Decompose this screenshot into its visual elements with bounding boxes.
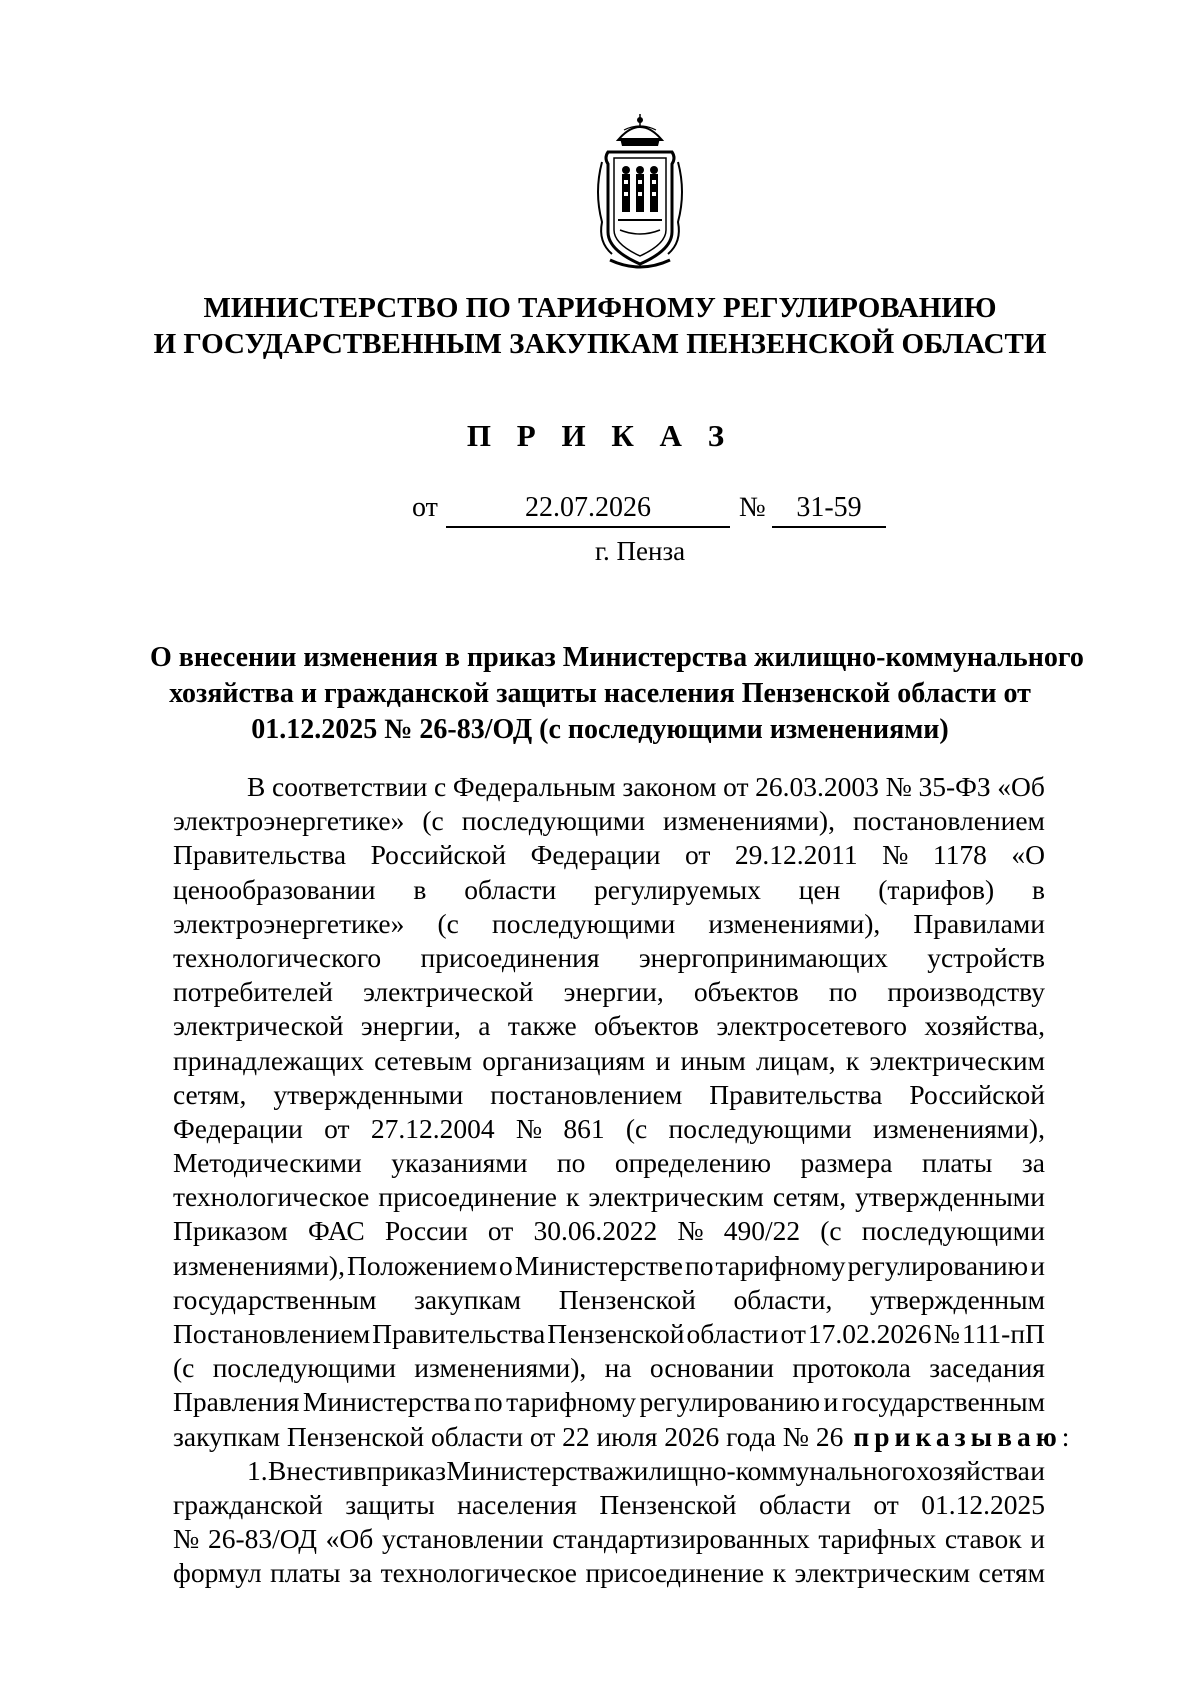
word: Правления (173, 1386, 300, 1418)
word: 1178 (932, 839, 987, 871)
word: Методическими (173, 1147, 362, 1179)
word: Министерства (302, 1386, 471, 1418)
word: закупкам (414, 1283, 522, 1315)
word: регулированию (639, 1386, 820, 1418)
word: 17.02.2026 (807, 1318, 932, 1349)
body-line (173, 1044, 1045, 1078)
word: от (324, 1112, 350, 1144)
word: о (499, 1249, 513, 1281)
word: государственным (173, 1283, 377, 1315)
word: (с (422, 805, 444, 837)
word: области (464, 873, 557, 905)
word: электроэнергетике» (173, 805, 405, 837)
word: к (845, 1044, 860, 1076)
word: 30.06.2022 (533, 1215, 658, 1247)
body-text: закупкам Пензенской области от 22 июля 2026 года № 26 (173, 1420, 844, 1452)
body-line (173, 1180, 1045, 1214)
body-line (173, 770, 1045, 804)
body-line (173, 975, 1045, 1009)
word: электрическим (869, 1044, 1045, 1076)
word: изменениями), (414, 1352, 587, 1384)
word: цен (798, 873, 841, 905)
order-number: 31-59 (772, 492, 886, 528)
word: регулированию (847, 1249, 1029, 1281)
body-line (173, 1488, 1045, 1522)
word: за (349, 1557, 373, 1589)
word: Федерации (173, 1112, 303, 1144)
order-title: П Р И К А З (466, 418, 734, 453)
word: Пензенской (599, 1488, 737, 1520)
subject-line: 01.12.2025 № 26-83/ОД (с последующими изменениями) (251, 714, 949, 745)
word: с (434, 771, 447, 802)
word: в (353, 1454, 367, 1486)
order-subject (150, 640, 1084, 748)
subject-line: хозяйства и гражданской защиты населения Пензенской области от (169, 678, 1031, 709)
word: (с (437, 907, 459, 939)
word: России (384, 1215, 468, 1247)
word: в (1032, 873, 1045, 905)
word: сетям, (772, 1181, 847, 1213)
word: производству (887, 976, 1045, 1008)
word: в (413, 873, 427, 905)
word: и (823, 1386, 839, 1418)
word: платы (921, 1147, 993, 1179)
word: и (1030, 1249, 1045, 1281)
word: области (686, 1318, 779, 1349)
word: от (723, 771, 749, 802)
word: от (684, 839, 711, 871)
word: присоединение (585, 1557, 765, 1589)
body-line (173, 873, 1045, 907)
word: устройств (927, 941, 1045, 973)
word: № (173, 1523, 200, 1555)
word: утвержденными (855, 1181, 1045, 1213)
word: Российской (370, 839, 507, 871)
word: «О (1011, 839, 1045, 871)
word: от (873, 1488, 899, 1520)
subject-line: О внесении изменения в приказ Министерства жилищно-коммунального (150, 642, 1084, 673)
word: жилищно-коммунального (614, 1454, 916, 1486)
body-line (173, 1249, 1045, 1283)
word: гражданской (173, 1488, 323, 1520)
word: Приказом (173, 1215, 288, 1247)
word: Федерации (530, 839, 661, 871)
word: постановлением (852, 805, 1045, 837)
word: энергии, (563, 976, 664, 1008)
word: указаниями (391, 1147, 528, 1179)
word: Министерства (446, 1454, 615, 1486)
word: области (758, 1488, 851, 1520)
word: электрической (173, 1010, 344, 1042)
word: постановлением (490, 1078, 683, 1110)
word: тарифному (506, 1386, 637, 1418)
ministry-name-line1: МИНИСТЕРСТВО ПО ТАРИФНОМУ РЕГУЛИРОВАНИЮ (203, 292, 997, 324)
word: № (933, 1318, 960, 1349)
word: утвержденными (273, 1078, 464, 1110)
word: размера (800, 1147, 893, 1179)
body-line (173, 1556, 1045, 1590)
word: иным (680, 1044, 746, 1076)
word: Пензенской (558, 1283, 696, 1315)
word: государственным (841, 1386, 1045, 1418)
word: объектов (693, 976, 799, 1008)
word: законом (622, 771, 717, 802)
word: принадлежащих (173, 1044, 364, 1076)
word: энергопринимающих (638, 941, 888, 973)
word: 861 (563, 1112, 605, 1144)
word: 111-пП (961, 1318, 1045, 1349)
word: (с (820, 1215, 842, 1247)
word: изменениями), (173, 1249, 345, 1281)
word: ценообразовании (173, 873, 376, 905)
word: № (515, 1112, 543, 1144)
word: (с (625, 1112, 648, 1144)
word: утвержденным (869, 1283, 1045, 1315)
body-line (173, 1078, 1045, 1112)
word: соответствии (271, 771, 428, 802)
body-line (173, 1385, 1045, 1419)
word: Федеральным (452, 771, 616, 802)
word: Министерстве (514, 1249, 683, 1281)
word: за (1021, 1147, 1045, 1179)
word: 26-83/ОД (207, 1523, 317, 1555)
body-line (173, 941, 1045, 975)
word: электрическим (794, 1557, 970, 1589)
body-line (173, 1317, 1045, 1351)
body-line (173, 1522, 1045, 1556)
word: Пензенской (547, 1318, 685, 1349)
word: энергии, (360, 1010, 461, 1042)
word: технологического (173, 941, 382, 973)
word: платы (270, 1557, 341, 1589)
word: 29.12.2011 (734, 839, 858, 871)
word: изменениями), (663, 805, 835, 837)
word: лицам, (756, 1044, 836, 1076)
word: населения (457, 1488, 577, 1520)
word: № (677, 1215, 704, 1247)
word: Положением (347, 1249, 497, 1281)
number-prefix: № (739, 492, 766, 523)
ministry-name-line2: И ГОСУДАРСТВЕННЫМ ЗАКУПКАМ ПЕНЗЕНСКОЙ ОБЛАСТИ (153, 328, 1047, 360)
word: Российской (909, 1078, 1045, 1110)
word: электросетевого (716, 1010, 907, 1042)
word: 01.12.2025 (921, 1488, 1045, 1520)
word: по (474, 1386, 503, 1418)
word: тарифных (818, 1523, 937, 1555)
word: заседания (929, 1352, 1045, 1384)
order-date: 22.07.2026 (446, 492, 730, 528)
word: Правительства (173, 839, 347, 871)
word: Правительства (709, 1078, 883, 1110)
word: «Об (997, 771, 1045, 802)
word: «Об (325, 1523, 374, 1555)
word: формул (173, 1557, 262, 1589)
word: установлении (381, 1523, 544, 1555)
body-line (173, 1454, 1045, 1488)
order-city: г. Пенза (595, 536, 686, 566)
word: (с (173, 1352, 195, 1384)
word: № (882, 839, 909, 871)
word: основании (649, 1352, 774, 1384)
colon: : (1061, 1420, 1070, 1452)
order-body (173, 770, 1070, 1591)
word: на (604, 1352, 632, 1384)
body-line (173, 804, 1045, 838)
word: к (772, 1557, 787, 1589)
word: также (507, 1010, 577, 1042)
decree-word: приказываю (853, 1420, 1062, 1452)
body-line (173, 1009, 1045, 1043)
word: объектов (594, 1010, 699, 1042)
word: к (565, 1181, 580, 1213)
body-line (173, 1351, 1045, 1385)
word: и (655, 1044, 671, 1076)
word: от (487, 1215, 514, 1247)
word: технологическое (173, 1181, 370, 1213)
word: присоединение (378, 1181, 557, 1213)
word: 26.03.2003 (755, 771, 879, 802)
word: организациям (482, 1044, 646, 1076)
word: последующими (491, 907, 676, 939)
word: Постановлением (173, 1318, 371, 1349)
word: определению (614, 1147, 772, 1179)
word: потребителей (173, 976, 333, 1008)
word: по (685, 1249, 714, 1281)
order-date-number-row (0, 492, 1200, 532)
word: последующими (461, 805, 645, 837)
word: В (247, 771, 266, 802)
body-line (173, 1420, 1070, 1454)
word: защиты (345, 1488, 435, 1520)
word: сетям (978, 1557, 1045, 1589)
word: и (1030, 1523, 1045, 1555)
word: присоединения (420, 941, 600, 973)
word: тарифному (715, 1249, 846, 1281)
word: Внести (268, 1454, 353, 1486)
body-line (173, 1112, 1045, 1146)
body-line (173, 1214, 1045, 1248)
coat-of-arms-icon (590, 112, 690, 272)
body-line (173, 838, 1045, 872)
word: Правилами (913, 907, 1045, 939)
word: последующими (212, 1352, 396, 1384)
word: электрическим (588, 1181, 764, 1213)
word: изменениями), (873, 1112, 1045, 1144)
word: от (780, 1318, 806, 1349)
word: технологическое (380, 1557, 578, 1589)
word: ставок (944, 1523, 1022, 1555)
word: изменениями), (708, 907, 881, 939)
word: Правительства (372, 1318, 546, 1349)
word: по (556, 1147, 586, 1179)
word: сетям, (173, 1078, 247, 1110)
body-line (173, 907, 1045, 941)
word: хозяйства (916, 1454, 1030, 1486)
word: электрической (363, 976, 534, 1008)
word: а (478, 1010, 491, 1042)
body-line (173, 1283, 1045, 1317)
word: (тарифов) (878, 873, 995, 905)
word: ФАС (307, 1215, 365, 1247)
word: и (1030, 1454, 1045, 1486)
word: электроэнергетике» (173, 907, 405, 939)
word: по (828, 976, 858, 1008)
word: 490/22 (723, 1215, 801, 1247)
word: № (885, 771, 912, 802)
word: хозяйства, (924, 1010, 1045, 1042)
word: 35-ФЗ (918, 771, 991, 802)
date-prefix: от (412, 492, 438, 523)
word: регулируемых (594, 873, 761, 905)
word: области, (733, 1283, 833, 1315)
word: сетевым (374, 1044, 472, 1076)
word: 27.12.2004 (370, 1112, 495, 1144)
word: последующими (668, 1112, 852, 1144)
body-line (173, 1146, 1045, 1180)
word: протокола (792, 1352, 911, 1384)
word: 1. (247, 1454, 268, 1486)
word: последующими (861, 1215, 1045, 1247)
word: приказ (366, 1454, 446, 1486)
word: стандартизированных (552, 1523, 810, 1555)
